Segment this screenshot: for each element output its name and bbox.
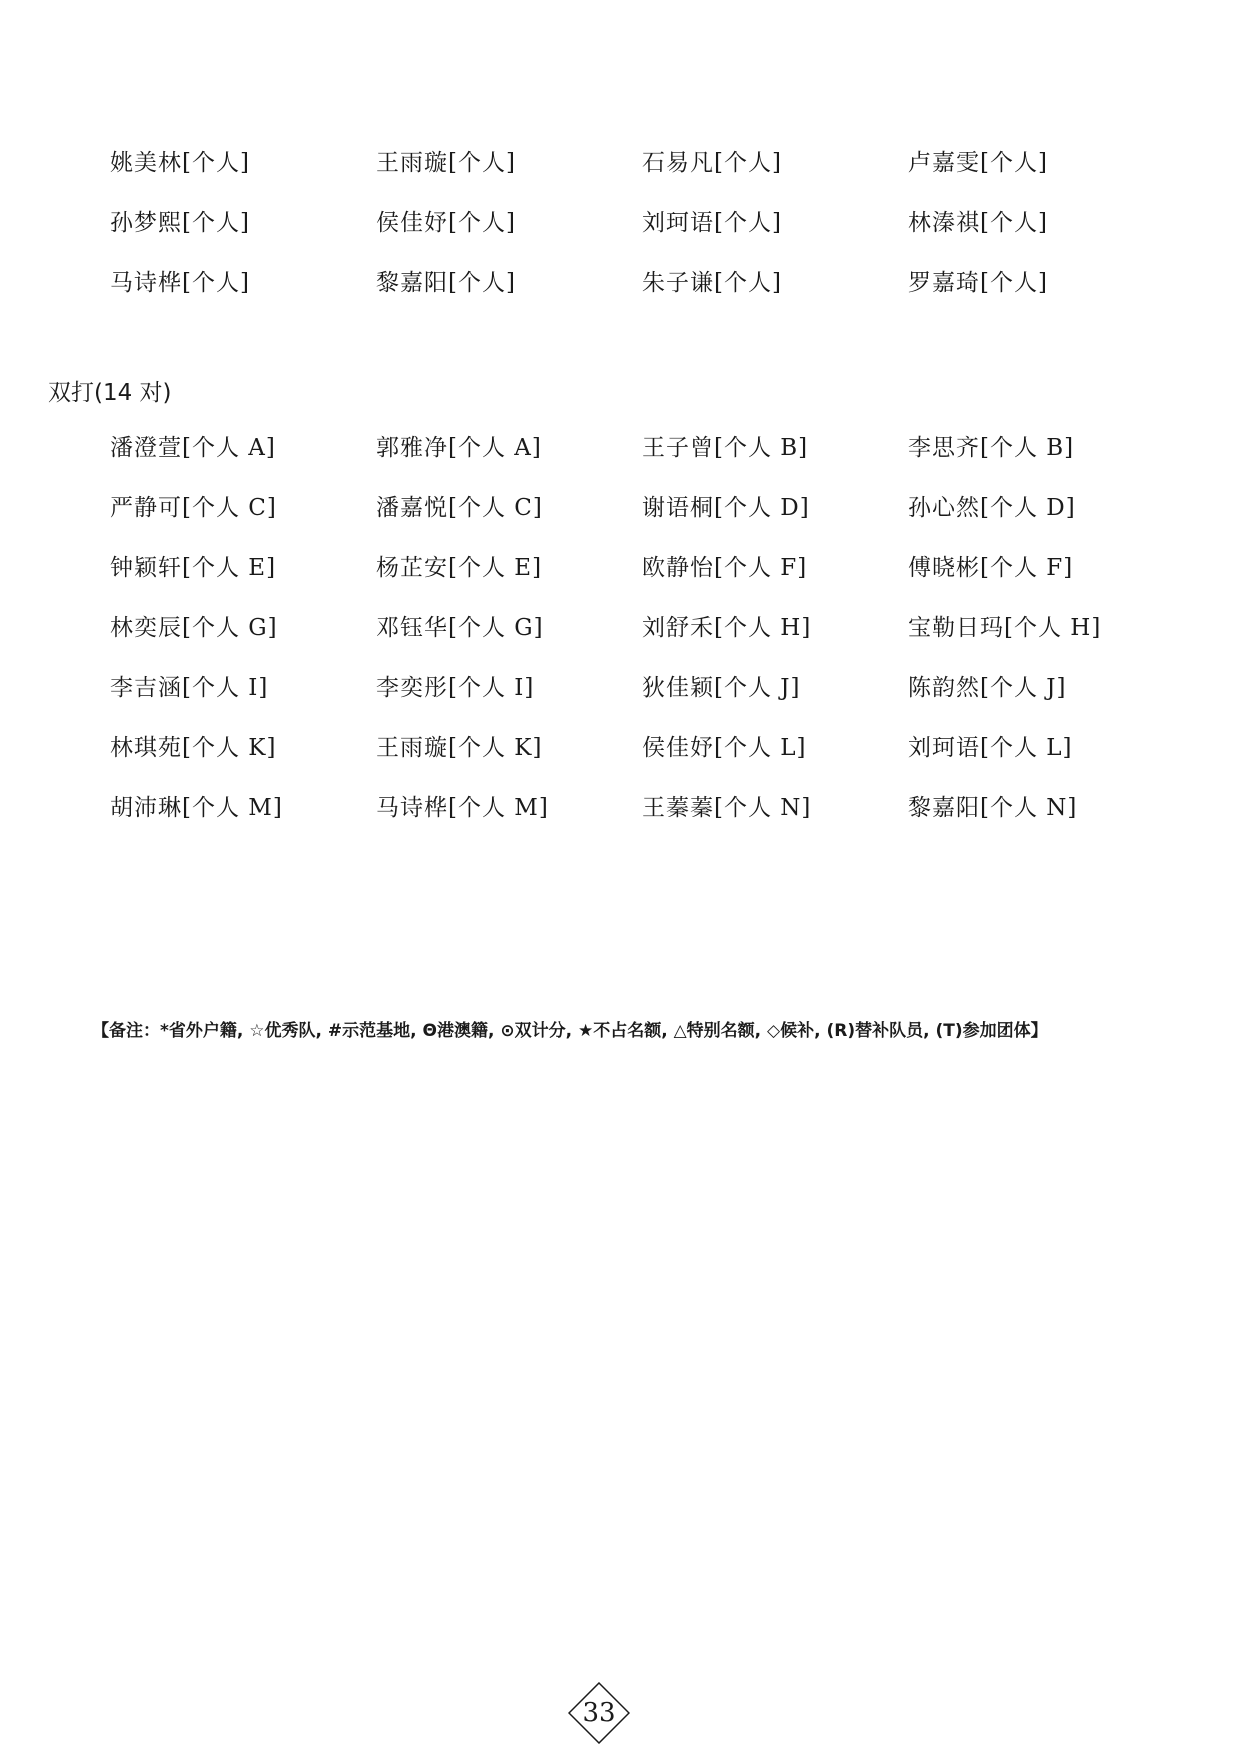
doubles-entry: 宝勒日玛[个人 H] bbox=[908, 615, 1102, 641]
doubles-entry: 孙心然[个人 D] bbox=[908, 495, 1076, 521]
player-entry: 石易凡[个人] bbox=[642, 150, 782, 176]
doubles-entry: 邓钰华[个人 G] bbox=[376, 615, 544, 641]
doubles-entry: 狄佳颖[个人 J] bbox=[642, 675, 801, 701]
doubles-entry: 潘澄萱[个人 A] bbox=[110, 435, 276, 461]
player-entry: 刘珂语[个人] bbox=[642, 210, 782, 236]
doubles-entry: 胡沛琳[个人 M] bbox=[110, 795, 283, 821]
doubles-entry: 林奕辰[个人 G] bbox=[110, 615, 278, 641]
doubles-entry: 郭雅净[个人 A] bbox=[376, 435, 542, 461]
doubles-entry: 陈韵然[个人 J] bbox=[908, 675, 1067, 701]
doubles-entry: 傅晓彬[个人 F] bbox=[908, 555, 1074, 581]
doubles-entry: 钟颖轩[个人 E] bbox=[110, 555, 277, 581]
page-number-badge bbox=[568, 1682, 630, 1744]
player-entry: 林溱祺[个人] bbox=[908, 210, 1048, 236]
player-entry: 罗嘉琦[个人] bbox=[908, 270, 1048, 296]
player-entry: 孙梦熙[个人] bbox=[110, 210, 250, 236]
doubles-entry: 王雨璇[个人 K] bbox=[376, 735, 543, 761]
doubles-entry: 王子曾[个人 B] bbox=[642, 435, 809, 461]
doubles-entry: 侯佳妤[个人 L] bbox=[642, 735, 807, 761]
page-number: 33 bbox=[582, 1698, 616, 1728]
player-entry: 黎嘉阳[个人] bbox=[376, 270, 516, 296]
doubles-entry: 马诗桦[个人 M] bbox=[376, 795, 549, 821]
doubles-entry: 王蓁蓁[个人 N] bbox=[642, 795, 812, 821]
player-entry: 侯佳妤[个人] bbox=[376, 210, 516, 236]
doubles-entry: 严静可[个人 C] bbox=[110, 495, 277, 521]
doubles-entry: 李奕彤[个人 I] bbox=[376, 675, 535, 701]
player-entry: 朱子谦[个人] bbox=[642, 270, 782, 296]
player-entry: 王雨璇[个人] bbox=[376, 150, 516, 176]
player-entry: 卢嘉雯[个人] bbox=[908, 150, 1048, 176]
doubles-entry: 潘嘉悦[个人 C] bbox=[376, 495, 543, 521]
doubles-entry: 李思齐[个人 B] bbox=[908, 435, 1075, 461]
player-entry: 马诗桦[个人] bbox=[110, 270, 250, 296]
doubles-entry: 刘舒禾[个人 H] bbox=[642, 615, 812, 641]
doubles-entry: 刘珂语[个人 L] bbox=[908, 735, 1073, 761]
doubles-entry: 谢语桐[个人 D] bbox=[642, 495, 810, 521]
legend-note: 【备注：*省外户籍, ☆优秀队, #示范基地, Θ港澳籍, ⊙双计分, ★不占名额, △特别名额, ◇候补, (R)替补队员, (T)参加团体】 bbox=[92, 1021, 1048, 1041]
doubles-entry: 李吉涵[个人 I] bbox=[110, 675, 269, 701]
doubles-entry: 杨芷安[个人 E] bbox=[376, 555, 543, 581]
doubles-section-title: 双打(14 对) bbox=[48, 380, 172, 406]
player-entry: 姚美林[个人] bbox=[110, 150, 250, 176]
doubles-entry: 欧静怡[个人 F] bbox=[642, 555, 808, 581]
doubles-entry: 黎嘉阳[个人 N] bbox=[908, 795, 1078, 821]
doubles-entry: 林琪苑[个人 K] bbox=[110, 735, 277, 761]
